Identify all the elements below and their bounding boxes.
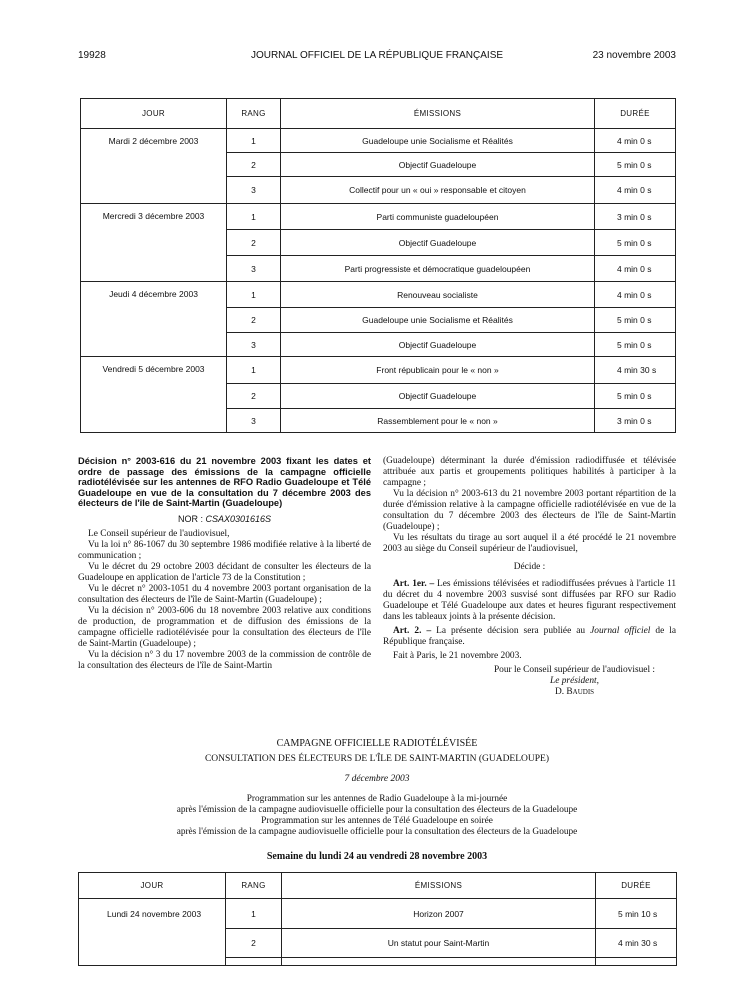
nor-label: NOR :: [177, 513, 203, 524]
rang-cell: 1: [227, 129, 281, 153]
column-header-emissions: ÉMISSIONS: [282, 873, 596, 899]
decide-heading: Décide :: [513, 562, 546, 572]
emission-cell: Guadeloupe unie Socialisme et Réalités: [281, 129, 595, 153]
emission-cell: Objectif Guadeloupe: [281, 153, 595, 177]
table-row: [81, 204, 676, 230]
rang-cell: 3: [227, 409, 281, 433]
emission-cell: Front républicain pour le « non »: [281, 357, 595, 384]
done-at: Fait à Paris, le 21 novembre 2003.: [393, 651, 522, 661]
table-row: [81, 129, 676, 153]
emission-cell: Collectif pour un « oui » responsable et citoyen: [281, 177, 595, 204]
emission-cell: Rassemblement pour le « non »: [281, 409, 595, 433]
article-2-text-a: La présente décision sera publiée au: [436, 626, 586, 636]
journal-title: JOURNAL OFFICIEL DE LA RÉPUBLIQUE FRANÇAISE: [250, 50, 504, 61]
article-2: [383, 626, 676, 648]
journal-officiel-title: Journal officiel: [590, 626, 651, 636]
column-header-duree: DURÉE: [596, 873, 677, 899]
article-2-label: Art. 2. –: [393, 626, 432, 636]
paragraph-continuation: (Guadeloupe) déterminant la durée d'émission radiodiffusée et télévisée attribuée aux partis et groupements politiques habilités à participer à la campagne ;: [383, 456, 676, 488]
paragraph: Vu le décret n° 2003-1051 du 4 novembre 2003 portant organisation de la consultation des électeurs de l'île de Saint-Martin (Guadeloupe) ;: [78, 583, 371, 605]
programming-line: Programmation sur les antennes de Radio Guadeloupe à la mi-journée: [246, 794, 508, 804]
emission-cell: Horizon 2007: [282, 899, 596, 929]
article-1-label: Art. 1er. –: [393, 579, 435, 589]
column-header-emissions: ÉMISSIONS: [281, 99, 595, 129]
duree-cell: 4 min 0 s: [595, 129, 676, 153]
emission-cell: Un statut pour Saint-Martin: [282, 929, 596, 958]
paragraph: Le Conseil supérieur de l'audiovisuel,: [88, 528, 230, 539]
decision-left-column: [78, 456, 371, 672]
page-number: 19928: [78, 50, 106, 61]
day-cell: Mercredi 3 décembre 2003: [81, 204, 227, 282]
decision-title: Décision n° 2003-616 du 21 novembre 2003 fixant les dates et ordre de passage des émissions de la campagne officielle radiotélévisée sur les antennes de RFO Radio Guadeloupe et Télé Guadeloupe en vue de la consultation du 7 décembre 2003 des électeurs de l'île de Saint-Martin (Guadeloupe): [78, 456, 371, 508]
duree-cell: 4 min 0 s: [595, 256, 676, 282]
campaign-subtitle: CONSULTATION DES ÉLECTEURS DE L'ÎLE DE SAINT-MARTIN (GUADELOUPE): [204, 754, 550, 764]
rang-cell: 3: [227, 177, 281, 204]
table-header-row: [79, 873, 677, 899]
paragraph: Vu le décret du 29 octobre 2003 décidant de consulter les électeurs de la Guadeloupe en application de l'article 73 de la Constitution ;: [78, 561, 371, 583]
empty-cell: [596, 958, 677, 966]
week-heading: Semaine du lundi 24 au vendredi 28 novembre 2003: [266, 851, 488, 862]
signature-name: [383, 687, 676, 698]
duree-cell: 4 min 0 s: [595, 282, 676, 308]
paragraph: Vu la décision n° 2003-606 du 18 novembre 2003 relative aux conditions de production, de programmation et de diffusion des émissions de la campagne officielle radiotélévisée pour la consultation des électeurs de l'île de Saint-Martin (Guadeloupe) ;: [78, 605, 371, 649]
decision-right-column: [383, 456, 676, 698]
rang-cell: 2: [226, 929, 282, 958]
campaign-date: 7 décembre 2003: [344, 774, 410, 784]
programming-line: après l'émission de la campagne audiovisuelle officielle pour la consultation des électeurs de la Guadeloupe: [176, 805, 578, 815]
duree-cell: 4 min 0 s: [595, 177, 676, 204]
rang-cell: 1: [227, 357, 281, 384]
emission-cell: Parti communiste guadeloupéen: [281, 204, 595, 230]
schedule-table-december: [80, 98, 676, 433]
column-header-rang: RANG: [227, 99, 281, 129]
duree-cell: 5 min 0 s: [595, 333, 676, 357]
day-cell: Lundi 24 novembre 2003: [79, 899, 226, 966]
programming-line: Programmation sur les antennes de Télé Guadeloupe en soirée: [261, 816, 493, 826]
programming-notes: [78, 794, 676, 838]
paragraph: Vu les résultats du tirage au sort auquel il a été procédé le 21 novembre 2003 au siège du Conseil supérieur de l'audiovisuel,: [383, 533, 676, 554]
table-row: [79, 899, 677, 929]
rang-cell: 1: [226, 899, 282, 929]
campaign-title: CAMPAGNE OFFICIELLE RADIOTÉLÉVISÉE: [276, 738, 478, 749]
signature-name-text: D. Baudis: [554, 687, 595, 697]
emission-cell: Renouveau socialiste: [281, 282, 595, 308]
signature-for: Pour le Conseil supérieur de l'audiovisuel :: [493, 665, 656, 675]
duree-cell: 3 min 0 s: [595, 204, 676, 230]
page-header: [78, 50, 676, 64]
rang-cell: 3: [227, 256, 281, 282]
table-row: [81, 282, 676, 308]
rang-cell: 1: [227, 282, 281, 308]
rang-cell: 3: [227, 333, 281, 357]
emission-cell: Parti progressiste et démocratique guadeloupéen: [281, 256, 595, 282]
column-header-jour: JOUR: [81, 99, 227, 129]
rang-cell: 2: [227, 153, 281, 177]
issue-date: 23 novembre 2003: [592, 50, 676, 61]
programming-line: après l'émission de la campagne audiovisuelle officielle pour la consultation des électeurs de la Guadeloupe: [176, 827, 578, 837]
day-cell: Vendredi 5 décembre 2003: [81, 357, 227, 433]
duree-cell: 5 min 0 s: [595, 308, 676, 333]
nor-code: CSAX0301616S: [205, 513, 272, 524]
article-2-text-b: de la République française.: [383, 626, 677, 647]
emission-cell: Objectif Guadeloupe: [281, 384, 595, 409]
article-1-text: Les émissions télévisées et radiodiffusées prévues à l'article 11 du décret du 4 novembre 2003 susvisé sont diffusées par RFO sur Radio Guadeloupe et Télé Guadeloupe aux dates et heures figurant respectivement dans les tableaux joints à la présente décision.: [383, 579, 677, 622]
day-cell: Mardi 2 décembre 2003: [81, 129, 227, 204]
signature-role-text: Le président,: [550, 676, 599, 686]
table-row: [81, 357, 676, 384]
table-header-row: [81, 99, 676, 129]
duree-cell: 5 min 0 s: [595, 384, 676, 409]
duree-cell: 5 min 0 s: [595, 153, 676, 177]
paragraph: Vu la loi n° 86-1067 du 30 septembre 1986 modifiée relative à la liberté de communication ;: [78, 539, 371, 561]
rang-cell: 2: [227, 308, 281, 333]
duree-cell: 4 min 30 s: [596, 929, 677, 958]
emission-cell: Guadeloupe unie Socialisme et Réalités: [281, 308, 595, 333]
nor-reference: [78, 514, 371, 525]
schedule-table-november: [78, 872, 677, 966]
rang-cell: 2: [227, 230, 281, 256]
paragraph: Vu la décision n° 2003-613 du 21 novembre 2003 portant répartition de la durée d'émission relative à la campagne officielle radiotélévisée en vue de la consultation du 7 décembre 2003 des électeurs de l'île de Saint-Martin (Guadeloupe) ;: [383, 489, 676, 532]
column-header-jour: JOUR: [79, 873, 226, 899]
duree-cell: 5 min 10 s: [596, 899, 677, 929]
column-header-duree: DURÉE: [595, 99, 676, 129]
column-header-rang: RANG: [226, 873, 282, 899]
article-1: [383, 579, 676, 623]
duree-cell: 3 min 0 s: [595, 409, 676, 433]
duree-cell: 5 min 0 s: [595, 230, 676, 256]
signature-role: [383, 676, 676, 687]
emission-cell: Objectif Guadeloupe: [281, 333, 595, 357]
paragraph: Vu la décision n° 3 du 17 novembre 2003 de la commission de contrôle de la consultation des électeurs de l'île de Saint-Martin: [78, 649, 371, 671]
empty-cell: [282, 958, 596, 966]
day-cell: Jeudi 4 décembre 2003: [81, 282, 227, 357]
duree-cell: 4 min 30 s: [595, 357, 676, 384]
emission-cell: Objectif Guadeloupe: [281, 230, 595, 256]
rang-cell: 1: [227, 204, 281, 230]
empty-cell: [226, 958, 282, 966]
rang-cell: 2: [227, 384, 281, 409]
